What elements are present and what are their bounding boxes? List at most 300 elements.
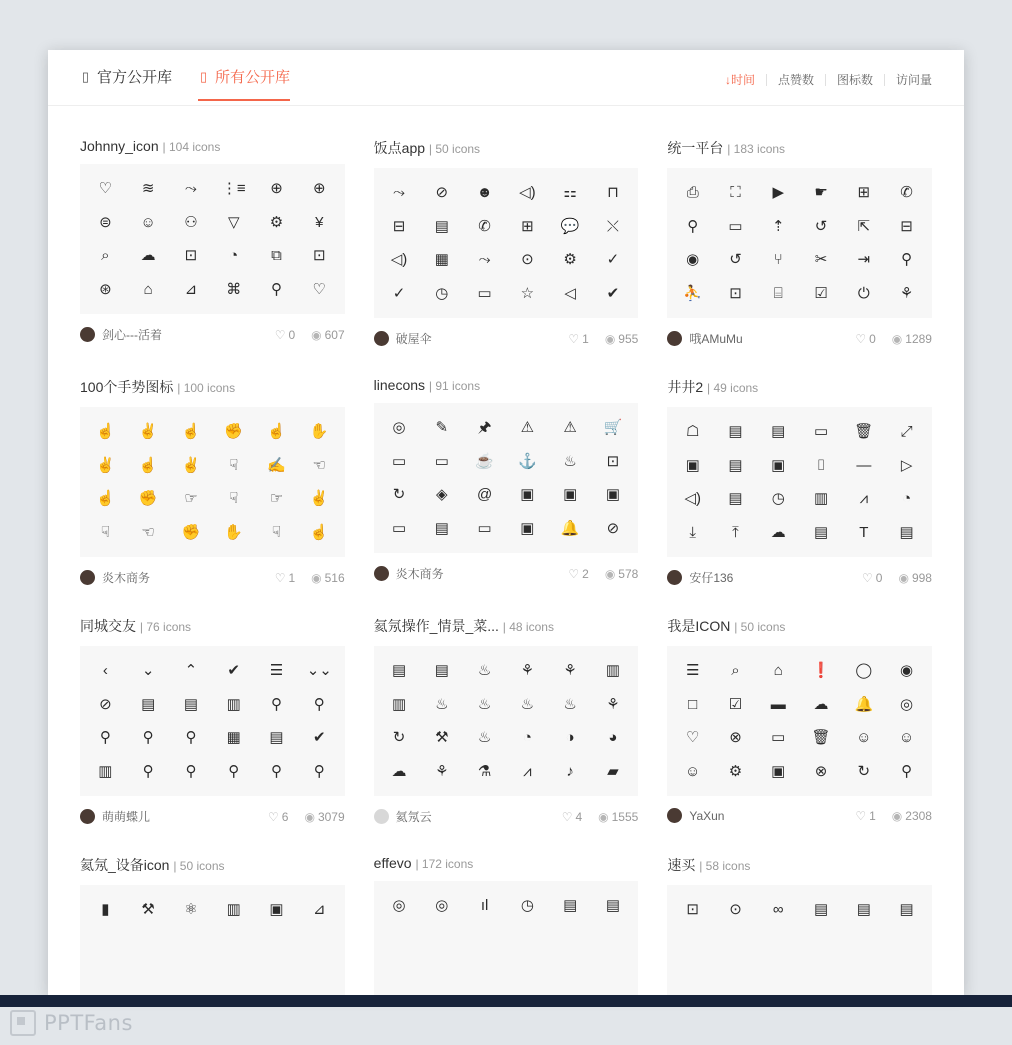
preview-icon: ⛶ xyxy=(730,184,741,202)
heart-icon: ♡ xyxy=(274,327,286,342)
preview-icon: ▤ xyxy=(899,901,914,919)
preview-icon: ⊟ xyxy=(392,217,406,235)
preview-icon: ☝ xyxy=(309,523,329,541)
library-name: 我是ICON xyxy=(667,618,731,634)
library-grid xyxy=(48,106,964,995)
preview-icon: ⚠ xyxy=(563,419,577,437)
preview-icon: ⚲ xyxy=(185,729,197,747)
preview-icon: ⛹ xyxy=(683,284,703,302)
library-name: 速买 xyxy=(667,857,696,873)
tab-label: 官方公开库 xyxy=(97,69,173,86)
preview-icon: ♨ xyxy=(477,695,492,713)
preview-icon: ⌷ xyxy=(816,456,826,474)
eye-icon: ◉ xyxy=(891,331,903,346)
like-count: ♡ 1 xyxy=(568,331,589,346)
preview-icon: ♡ xyxy=(312,280,326,298)
preview-icon: ⧉ xyxy=(271,247,282,265)
preview-icon: ⤬ xyxy=(606,217,619,235)
card-footer xyxy=(374,565,639,582)
preview-icon: ⚗ xyxy=(477,762,492,780)
library-name: Johnny_icon xyxy=(80,138,159,154)
library-card[interactable] xyxy=(80,124,345,363)
card-title xyxy=(667,377,932,397)
heart-icon: ♡ xyxy=(274,570,286,585)
eye-icon: ◉ xyxy=(604,566,616,581)
preview-icon: ☝ xyxy=(181,423,201,441)
preview-icon: ⚲ xyxy=(313,695,325,713)
icon-preview-grid[interactable] xyxy=(80,164,345,314)
like-count: ♡ 0 xyxy=(274,327,296,342)
preview-icon: ✌ xyxy=(138,423,158,441)
preview-icon: ✊ xyxy=(138,490,158,508)
library-icon-count: | 91 icons xyxy=(428,379,481,393)
preview-icon: ▤ xyxy=(434,217,449,235)
preview-icon: ⊙ xyxy=(729,901,742,919)
preview-icon: ◎ xyxy=(392,419,406,437)
preview-icon: ⚲ xyxy=(901,762,913,780)
preview-icon: ▥ xyxy=(226,901,241,919)
preview-icon: ♨ xyxy=(477,729,492,747)
preview-icon: ⤢ xyxy=(900,423,913,441)
author-name[interactable]: 破屋伞 xyxy=(395,332,432,346)
preview-icon: ◎ xyxy=(900,695,914,713)
icon-preview-grid[interactable] xyxy=(374,168,639,318)
preview-icon: ☑ xyxy=(728,695,743,713)
preview-icon: ⊘ xyxy=(435,184,449,202)
eye-icon: ◉ xyxy=(304,809,315,824)
preview-icon: ⊗ xyxy=(729,729,742,747)
preview-icon: ⚠ xyxy=(520,419,535,437)
preview-icon: ▤ xyxy=(813,901,829,919)
watermark xyxy=(10,1010,133,1036)
preview-icon: ◎ xyxy=(435,897,449,915)
preview-icon: ⤒ xyxy=(732,523,739,541)
preview-icon: ⚘ xyxy=(520,662,535,680)
library-icon-count: | 172 icons xyxy=(415,857,474,871)
preview-icon: ∞ xyxy=(772,901,784,919)
card-footer xyxy=(80,326,345,343)
preview-icon: ↻ xyxy=(392,486,406,504)
card-stats xyxy=(855,809,932,823)
library-card[interactable] xyxy=(80,841,345,995)
library-card[interactable] xyxy=(667,363,932,602)
preview-icon: ☺ xyxy=(856,729,872,747)
preview-icon: ⤳ xyxy=(478,251,491,269)
preview-icon: ☜ xyxy=(141,523,155,541)
heart-icon: ♡ xyxy=(268,809,279,824)
preview-icon: ▤ xyxy=(605,897,621,915)
avatar xyxy=(667,808,682,823)
card-footer xyxy=(667,569,932,586)
library-card[interactable] xyxy=(80,602,345,841)
preview-icon: ▭ xyxy=(771,729,786,747)
sort-by-views[interactable]: 访问量 xyxy=(895,73,932,87)
preview-icon: ♨ xyxy=(563,452,577,470)
preview-icon: ¥ xyxy=(315,213,324,231)
view-count: ◉ 2308 xyxy=(891,808,932,823)
card-title xyxy=(374,855,639,871)
card-stats xyxy=(562,810,639,824)
library-card[interactable] xyxy=(374,841,639,995)
preview-icon: ⚘ xyxy=(606,695,620,713)
preview-icon: ▬ xyxy=(770,695,786,713)
preview-icon: ⚙ xyxy=(728,762,743,780)
card-title xyxy=(80,855,345,875)
preview-icon: ▥ xyxy=(813,490,829,508)
preview-icon: ⊡ xyxy=(729,284,742,302)
preview-icon: 🖈 xyxy=(477,419,492,437)
preview-icon: ⩘ xyxy=(859,490,869,508)
author-name[interactable]: 炎木商务 xyxy=(102,571,151,585)
preview-icon: ⊡ xyxy=(184,247,198,265)
preview-icon: ☜ xyxy=(312,456,326,474)
preview-icon: ☁ xyxy=(391,762,407,780)
preview-icon: ⚘ xyxy=(435,762,449,780)
sort-by-likes[interactable]: 点赞数 xyxy=(767,74,826,86)
watermark-text: PPTFans xyxy=(44,1011,133,1035)
preview-icon: ♪ xyxy=(566,762,574,780)
preview-icon: ⚘ xyxy=(899,284,914,302)
preview-icon: □ xyxy=(688,695,698,713)
icon-library-window xyxy=(48,50,964,995)
view-count: ◉ 998 xyxy=(898,570,932,585)
preview-icon: T xyxy=(859,523,869,541)
preview-icon: 🔔 xyxy=(560,519,580,537)
like-count: ♡ 1 xyxy=(855,808,876,823)
preview-icon: ⇱ xyxy=(857,217,871,235)
library-card[interactable] xyxy=(374,124,639,363)
preview-icon: ⌘ xyxy=(226,280,242,298)
icon-preview-grid[interactable] xyxy=(374,403,639,553)
like-count: ♡ 0 xyxy=(862,570,883,585)
preview-icon: ⊿ xyxy=(184,280,198,298)
preview-icon: ▰ xyxy=(607,762,619,780)
preview-icon: ▤ xyxy=(728,490,743,508)
preview-icon: ▶ xyxy=(772,184,785,202)
preview-icon: ♨ xyxy=(520,695,535,713)
like-count: ♡ 1 xyxy=(274,570,296,585)
library-icon-count: | 100 icons xyxy=(177,381,236,395)
preview-icon: ⚛ xyxy=(184,901,198,919)
preview-icon: ✌ xyxy=(96,456,115,474)
icon-preview-grid[interactable] xyxy=(667,407,932,557)
author-name[interactable]: 哦AMuMu xyxy=(689,332,743,346)
library-icon-count: | 104 icons xyxy=(162,140,221,154)
library-card[interactable] xyxy=(80,363,345,602)
preview-icon: 💬 xyxy=(560,217,580,235)
preview-icon: ✔ xyxy=(312,729,326,747)
preview-icon: ✆ xyxy=(478,217,491,235)
card-title xyxy=(80,138,345,154)
preview-icon: ☝ xyxy=(96,423,115,441)
preview-icon: ♡ xyxy=(685,729,700,747)
preview-icon: ⚇ xyxy=(184,213,198,231)
preview-icon: ▤ xyxy=(728,423,743,441)
card-stats xyxy=(855,332,932,346)
eye-icon: ◉ xyxy=(898,570,909,585)
preview-icon: ◕ xyxy=(608,729,618,747)
preview-icon: ◉ xyxy=(686,251,700,269)
preview-icon: ☟ xyxy=(229,490,239,508)
preview-icon: ▭ xyxy=(813,423,829,441)
heart-icon: ♡ xyxy=(568,566,580,581)
card-stats xyxy=(568,567,638,581)
library-card[interactable] xyxy=(667,124,932,363)
tab-official-public-library[interactable] xyxy=(80,66,172,99)
preview-icon: ⚒ xyxy=(435,729,449,747)
preview-icon: ☺ xyxy=(685,762,701,780)
preview-icon: ☝ xyxy=(267,423,286,441)
card-title xyxy=(667,138,932,158)
eye-icon: ◉ xyxy=(598,809,609,824)
heart-icon: ♡ xyxy=(855,331,867,346)
avatar xyxy=(374,809,389,824)
preview-icon: ☞ xyxy=(184,490,198,508)
card-footer xyxy=(374,808,639,825)
avatar xyxy=(80,570,95,585)
card-title xyxy=(80,377,345,397)
preview-icon: ▣ xyxy=(269,901,284,919)
preview-icon: ⌕ xyxy=(731,662,740,680)
preview-icon: ▤ xyxy=(269,729,284,747)
preview-icon: ⊕ xyxy=(270,180,283,198)
preview-icon: ▤ xyxy=(771,423,786,441)
icon-preview-grid[interactable] xyxy=(667,646,932,796)
preview-icon: ⌄ xyxy=(141,662,155,680)
preview-icon: ⊡ xyxy=(312,247,326,265)
author-name[interactable]: 氦氖云 xyxy=(395,810,432,824)
preview-icon: ◁) xyxy=(519,184,536,202)
tab-label: 所有公开库 xyxy=(215,69,291,86)
card-stats xyxy=(275,571,345,585)
preview-icon: 🛒 xyxy=(603,419,623,437)
sort-by-icon-count[interactable]: 图标数 xyxy=(826,74,885,86)
preview-icon: ▤ xyxy=(183,695,199,713)
library-name: 井井2 xyxy=(667,379,704,395)
preview-icon: ⊞ xyxy=(521,217,534,235)
preview-icon: ⚲ xyxy=(185,762,197,780)
preview-icon: ⊘ xyxy=(606,519,620,537)
author-name[interactable]: 剑心---活着 xyxy=(102,328,162,342)
preview-icon: ☆ xyxy=(520,284,535,302)
avatar xyxy=(667,331,682,346)
preview-icon: ♡ xyxy=(98,180,113,198)
preview-icon: ⊛ xyxy=(99,280,112,298)
avatar xyxy=(374,566,389,581)
preview-icon: ⚙ xyxy=(563,251,577,269)
preview-icon: ⋮≡ xyxy=(221,180,246,198)
preview-icon: ☁ xyxy=(140,247,156,265)
preview-icon: ⚲ xyxy=(270,695,282,713)
sort-options xyxy=(714,74,932,86)
preview-icon: ⚘ xyxy=(563,662,577,680)
preview-icon: ▣ xyxy=(563,486,578,504)
preview-icon: ◁) xyxy=(684,490,701,508)
view-count: ◉ 578 xyxy=(604,566,639,581)
preview-icon: ▤ xyxy=(728,456,743,474)
author-name[interactable]: 安仔136 xyxy=(689,571,734,585)
card-footer xyxy=(80,569,345,586)
preview-icon: ⊟ xyxy=(900,217,913,235)
preview-icon: ▤ xyxy=(813,523,829,541)
preview-icon: ▣ xyxy=(520,519,535,537)
library-card[interactable] xyxy=(374,363,639,602)
preview-icon: ✔ xyxy=(606,284,620,302)
heart-icon: ♡ xyxy=(561,809,573,824)
preview-icon: @ xyxy=(476,486,493,504)
preview-icon: ▭ xyxy=(728,217,743,235)
preview-icon: ▣ xyxy=(685,456,700,474)
card-title xyxy=(374,138,639,158)
preview-icon: ▤ xyxy=(856,901,871,919)
preview-icon: ◉ xyxy=(900,662,914,680)
icon-preview-grid[interactable] xyxy=(80,885,345,995)
tab-all-public-libraries[interactable] xyxy=(198,66,290,101)
preview-icon: ▦ xyxy=(226,729,241,747)
preview-icon: ☛ xyxy=(814,184,828,202)
preview-icon: ◈ xyxy=(436,486,448,504)
preview-icon: ▣ xyxy=(605,486,621,504)
avatar xyxy=(374,331,389,346)
preview-icon: 🗑 xyxy=(811,729,831,747)
preview-icon: ◔ xyxy=(902,490,912,508)
preview-icon: ☖ xyxy=(685,423,700,441)
preview-icon: ◔ xyxy=(522,729,532,747)
library-name: 统一平台 xyxy=(667,140,724,156)
preview-icon: ⎙ xyxy=(686,184,699,202)
preview-icon: ▥ xyxy=(605,662,621,680)
preview-icon: ☁ xyxy=(813,695,829,713)
preview-icon: ❗ xyxy=(811,662,831,680)
preview-icon: ✔ xyxy=(227,662,240,680)
library-name: linecons xyxy=(373,377,426,393)
heart-icon: ♡ xyxy=(568,331,580,346)
sort-by-time[interactable]: ↓时间 xyxy=(714,74,767,86)
preview-icon: 🔔 xyxy=(854,695,874,713)
author-name[interactable]: YaXun xyxy=(689,808,725,823)
preview-icon: ⌕ xyxy=(101,247,110,265)
preview-icon: ⌄⌄ xyxy=(306,662,332,680)
eye-icon: ◉ xyxy=(891,808,903,823)
preview-icon: ☟ xyxy=(271,523,282,541)
preview-icon: ◷ xyxy=(520,897,534,915)
preview-icon: ⚲ xyxy=(142,762,154,780)
preview-icon: ⚲ xyxy=(228,762,240,780)
preview-icon: ✎ xyxy=(435,419,449,437)
preview-icon: ⤓ xyxy=(689,523,697,541)
preview-icon: ▽ xyxy=(227,213,240,231)
card-footer xyxy=(667,330,932,347)
library-tabs xyxy=(80,66,290,101)
preview-icon: ⇥ xyxy=(857,251,871,269)
preview-icon: ▭ xyxy=(391,519,407,537)
preview-icon: ✌ xyxy=(309,490,329,508)
preview-icon: ⚲ xyxy=(270,280,282,298)
preview-icon: ▣ xyxy=(771,762,786,780)
library-icon-count: | 58 icons xyxy=(699,859,751,873)
preview-icon: ▤ xyxy=(899,523,914,541)
library-card[interactable] xyxy=(667,602,932,841)
icon-preview-grid[interactable] xyxy=(374,646,639,796)
preview-icon: ✆ xyxy=(900,184,913,202)
watermark-logo-icon xyxy=(10,1010,36,1036)
preview-icon: ✊ xyxy=(181,523,201,541)
preview-icon: ⌸ xyxy=(773,284,783,302)
card-footer xyxy=(80,808,345,825)
like-count: ♡ 0 xyxy=(855,331,876,346)
preview-icon: ✓ xyxy=(606,251,620,269)
view-count: ◉ 1555 xyxy=(598,809,639,824)
library-name: 氦氖_设备icon xyxy=(80,857,170,873)
library-card[interactable] xyxy=(667,841,932,995)
author-name[interactable]: 萌萌蝶儿 xyxy=(102,810,151,824)
preview-icon: ✓ xyxy=(392,284,406,302)
top-tabbar xyxy=(48,50,964,106)
eye-icon: ◉ xyxy=(604,331,616,346)
library-icon-count: | 183 icons xyxy=(727,142,786,156)
preview-icon: ⚲ xyxy=(270,762,282,780)
like-count: ♡ 6 xyxy=(268,809,289,824)
preview-icon: ⊙ xyxy=(521,251,534,269)
preview-icon: ⊘ xyxy=(99,695,112,713)
preview-icon: ⚒ xyxy=(141,901,155,919)
icon-preview-grid[interactable] xyxy=(374,881,639,995)
library-icon-count: | 50 icons xyxy=(734,620,786,634)
preview-icon: ⤳ xyxy=(393,184,406,202)
icon-preview-grid[interactable] xyxy=(667,885,932,995)
view-count: ◉ 3079 xyxy=(304,809,345,824)
preview-icon: ☺ xyxy=(140,213,156,231)
preview-icon: ↺ xyxy=(729,251,742,269)
preview-icon: ✌ xyxy=(181,456,201,474)
preview-icon: ‹ xyxy=(102,662,108,680)
author-name[interactable]: 炎木商务 xyxy=(395,567,444,581)
view-count: ◉ 516 xyxy=(311,570,345,585)
preview-icon: ⚲ xyxy=(142,729,154,747)
preview-icon: ▭ xyxy=(391,452,407,470)
preview-icon: ⚲ xyxy=(901,251,913,269)
card-title xyxy=(80,616,345,636)
preview-icon: ☝ xyxy=(138,456,158,474)
card-stats xyxy=(275,328,345,342)
library-icon-count: | 48 icons xyxy=(502,620,554,634)
library-name: 氦氖操作_情景_菜... xyxy=(373,618,499,634)
preview-icon: ▤ xyxy=(434,662,449,680)
preview-icon: ◎ xyxy=(392,897,406,915)
library-name: 同城交友 xyxy=(80,618,136,634)
preview-icon: ıl xyxy=(480,897,489,915)
preview-icon: ☑ xyxy=(814,284,828,302)
preview-icon: ↻ xyxy=(392,729,406,747)
preview-icon: 🗑 xyxy=(854,423,874,441)
icon-preview-grid[interactable] xyxy=(80,407,345,557)
preview-icon: ☻ xyxy=(476,184,493,202)
preview-icon: ▤ xyxy=(391,662,407,680)
card-title xyxy=(667,855,932,875)
avatar xyxy=(80,809,95,824)
library-icon-count: | 50 icons xyxy=(173,859,225,873)
icon-preview-grid[interactable] xyxy=(667,168,932,318)
library-card[interactable] xyxy=(374,602,639,841)
preview-icon: ♨ xyxy=(477,662,492,680)
preview-icon: ☰ xyxy=(685,662,700,680)
library-name: effevo xyxy=(373,855,412,871)
card-title xyxy=(374,616,639,636)
preview-icon: ▭ xyxy=(477,284,492,302)
preview-icon: ⊿ xyxy=(312,901,326,919)
preview-icon: ☰ xyxy=(269,662,284,680)
icon-preview-grid[interactable] xyxy=(80,646,345,796)
